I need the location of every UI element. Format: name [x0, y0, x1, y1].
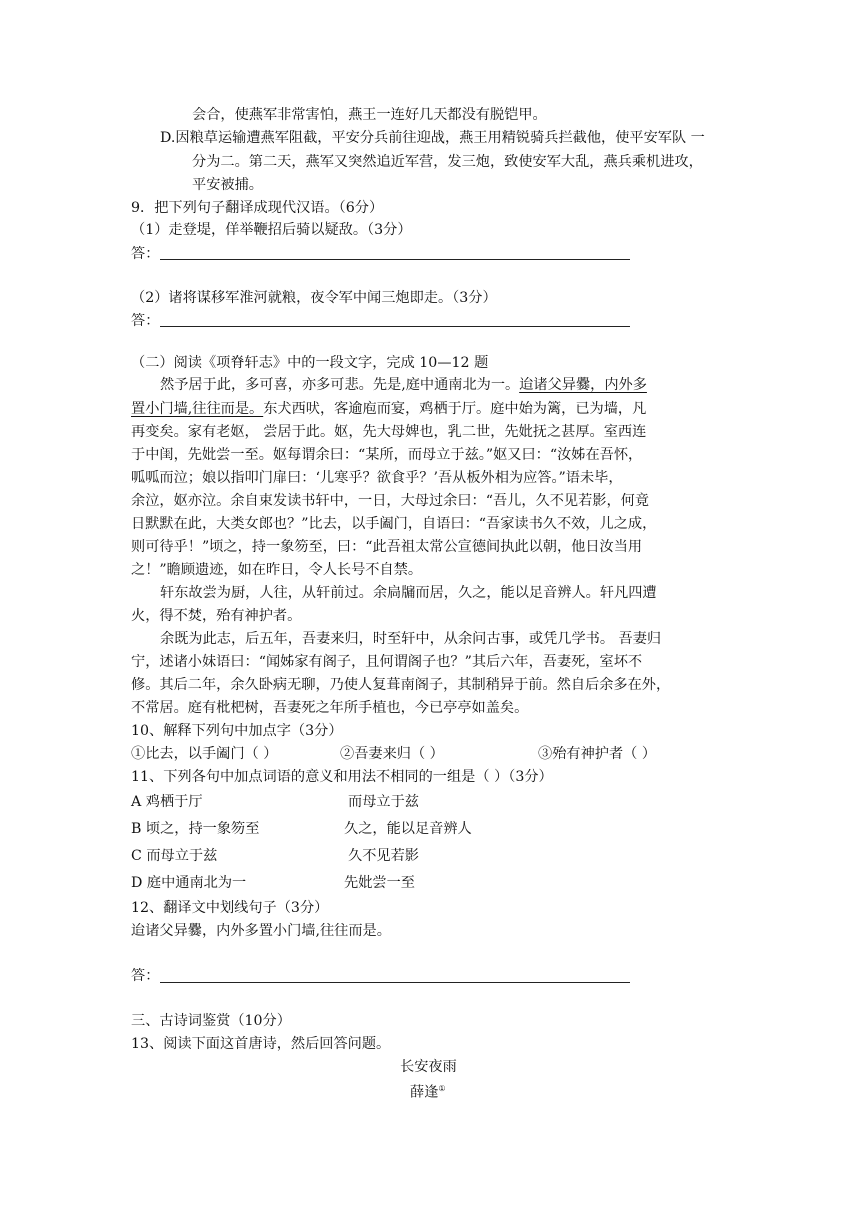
underlined-sentence: 置小门墙,往往而是。: [131, 401, 264, 417]
section-2-heading: （二）阅读《项脊轩志》中的一段文字，完成 10—12 题: [131, 355, 489, 371]
passage-line: 之！”瞻顾遗迹，如在昨日，令人长号不自禁。: [131, 562, 423, 578]
poem-title: 长安夜雨: [400, 1059, 457, 1075]
question-12-sentence: 迨诸父异爨，内外多置小门墙,往往而是。: [131, 923, 391, 939]
question-11-option-a-left: A 鸡栖于厅: [131, 794, 203, 810]
question-12: 12、翻译文中划线句子（3分）: [131, 900, 329, 916]
question-11-option-d-right: 先妣尝一至: [344, 875, 415, 891]
question-10: 10、解释下列句中加点字（3分）: [131, 723, 343, 739]
passage-line: 再变矣。家有老妪， 尝居于此。妪，先大母婢也，乳二世，先妣抚之甚厚。室西连: [131, 424, 647, 440]
passage-line: 火，得不焚，殆有神护者。: [131, 608, 302, 624]
passage-line: 然予居于此，多可喜，亦多可悲。先是,庭中通南北为一。迨诸父异爨，内外多: [160, 377, 647, 393]
passage-line: 不常居。庭有枇杷树，吾妻死之年所手植也，今已亭亭如盖矣。: [131, 700, 529, 716]
passage-line: 轩东故尝为厨，人往，从轩前过。余扃牖而居，久之，能以足音辨人。轩凡四遭: [160, 585, 657, 601]
option-d-line-1: D.因粮草运输遭燕军阻截，平安分兵前往迎战，燕王用精锐骑兵拦截他，使平安军队 一: [160, 130, 705, 146]
question-10-item-2: ②吾妻来归（ ）: [340, 746, 444, 762]
passage-line: 呱呱而泣；娘以指叩门扉曰：‘儿寒乎？欲食乎？’吾从板外相为应答。”语未毕，: [131, 470, 623, 486]
option-d-line-2: 分为二。第二天，燕军又突然追近军营，发三炮，致使安军大乱，燕兵乘机进攻，: [192, 154, 703, 170]
question-9: 9．把下列句子翻译成现代汉语。（6分）: [131, 200, 384, 216]
answer-label: 答：: [131, 313, 160, 329]
option-d-line-3: 平安被捕。: [192, 177, 263, 193]
poem-author: 薛逢①: [410, 1084, 446, 1101]
question-9-2: （2）诸将谋移军淮河就粮，夜令军中闻三炮即走。（3分）: [131, 290, 497, 306]
answer-line[interactable]: [160, 326, 630, 327]
footnote-marker: ①: [438, 1084, 446, 1093]
option-c-continuation: 会合，使燕军非常害怕，燕王一连好几天都没有脱铠甲。: [192, 107, 547, 123]
question-11-option-a-right: 而母立于兹: [348, 794, 419, 810]
passage-line: 余既为此志，后五年，吾妻来归，时至轩中，从余问古事，或凭几学书。 吾妻归: [160, 631, 662, 647]
passage-line: 则可待乎！”顷之，持一象笏至，曰：“此吾祖太常公宣德间执此以朝，他日汝当用: [131, 539, 643, 555]
question-11-option-d-left: D 庭中通南北为一: [131, 875, 247, 891]
underlined-sentence: 迨诸父异爨，内外多: [519, 377, 647, 393]
question-10-item-3: ③殆有神护者（ ）: [538, 746, 657, 762]
answer-label: 答：: [131, 246, 160, 262]
question-11-option-b-left: B 顷之，持一象笏至: [131, 821, 260, 837]
passage-line: 余泣，妪亦泣。余自束发读书轩中，一日，大母过余曰：“吾儿，久不见若影，何竟: [131, 493, 650, 509]
question-11-option-b-right: 久之，能以足音辨人: [344, 821, 472, 837]
passage-line: 日默默在此，大类女郎也？”比去，以手阖门，自语曰：“吾家读书久不效，儿之成，: [131, 516, 657, 532]
answer-label: 答：: [131, 968, 160, 984]
passage-line: 宁，述诸小妹语曰：“闻姊家有阁子，且何谓阁子也？”其后六年，吾妻死，室坏不: [131, 654, 643, 670]
question-11: 11、下列各句中加点词语的意义和用法不相同的一组是（ ）（3分）: [131, 769, 553, 785]
passage-line: 修。其后二年，余久卧病无聊，乃使人复葺南阁子，其制稍异于前。然自后余多在外，: [131, 677, 671, 693]
section-3-heading: 三、古诗词鉴赏（10分）: [131, 1013, 291, 1029]
answer-line[interactable]: [160, 259, 630, 260]
question-13: 13、阅读下面这首唐诗，然后回答问题。: [131, 1036, 391, 1052]
question-11-option-c-left: C 而母立于兹: [131, 848, 218, 864]
question-10-item-1: ①比去，以手阖门（ ）: [131, 746, 278, 762]
question-9-1: （1）走登堤，佯举鞭招后骑以疑敌。（3分）: [131, 222, 412, 238]
answer-line[interactable]: [160, 982, 630, 983]
question-11-option-c-right: 久不见若影: [348, 848, 419, 864]
passage-line: 置小门墙,往往而是。东犬西吠，客逾庖而宴，鸡栖于厅。庭中始为篱，已为墙，凡: [131, 401, 647, 417]
passage-line: 于中闺，先妣尝一至。妪每谓余曰：“某所，而母立于兹。”妪又曰：“汝姊在吾怀，: [131, 447, 643, 463]
